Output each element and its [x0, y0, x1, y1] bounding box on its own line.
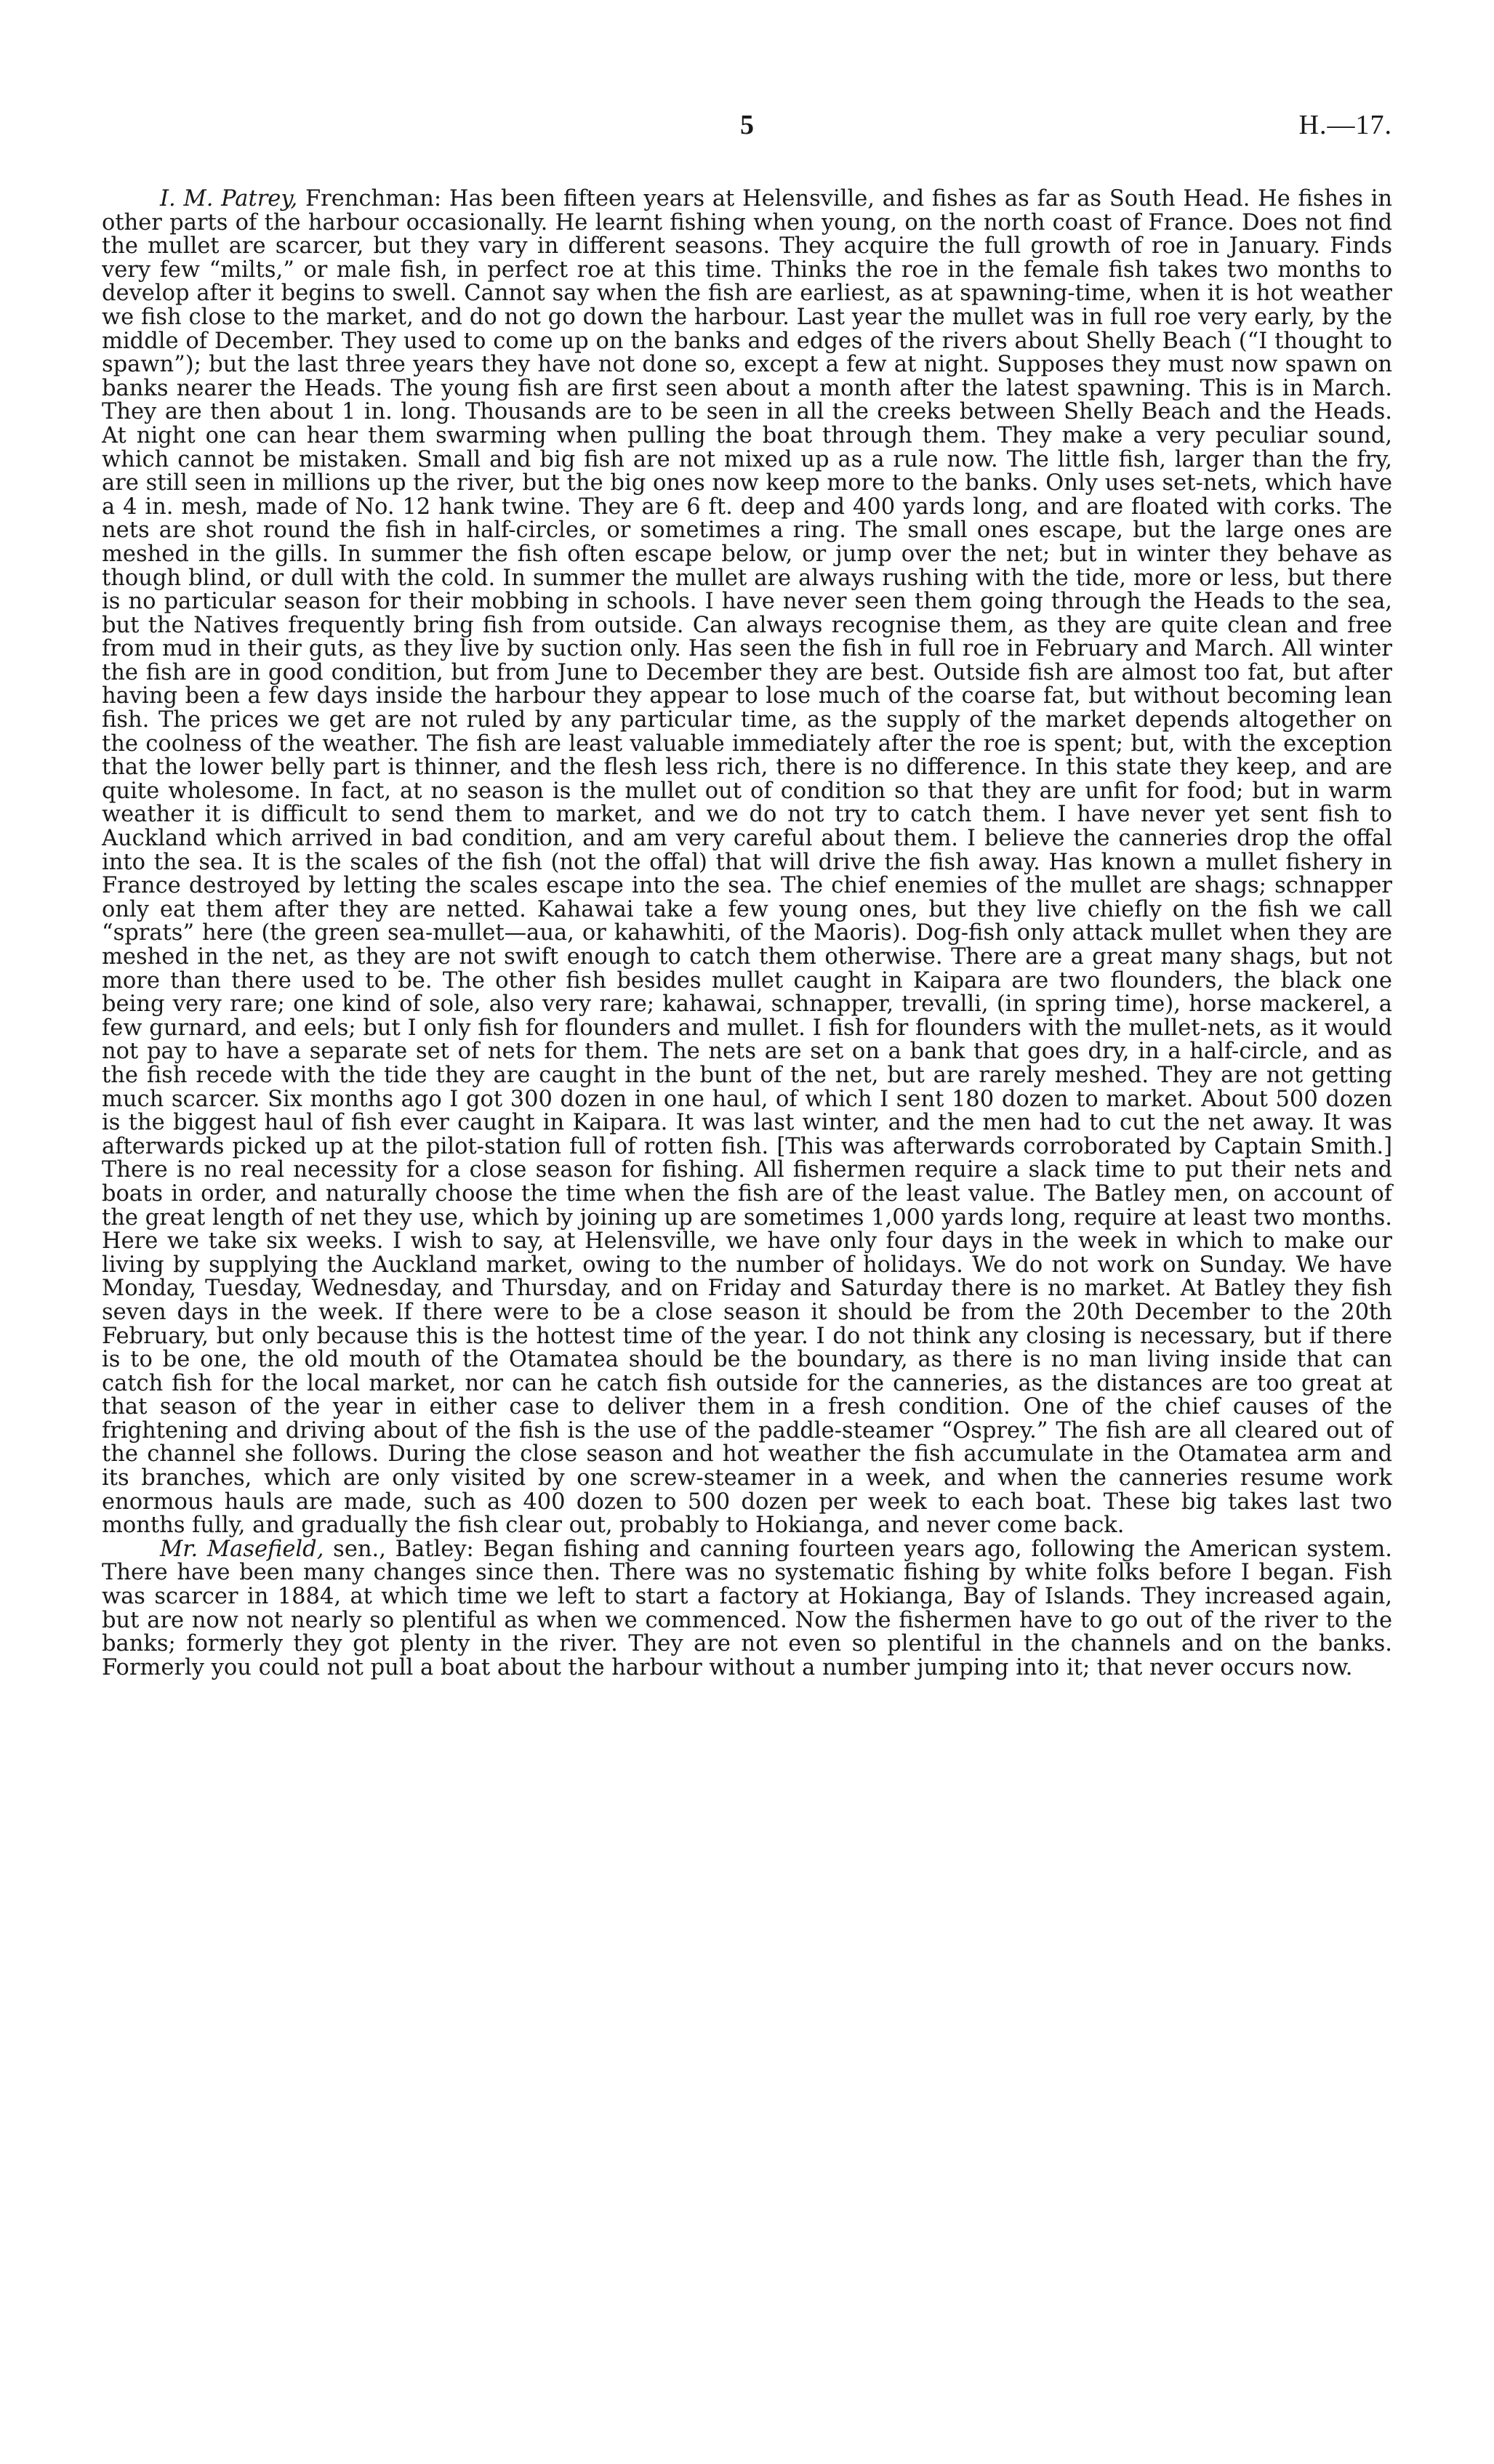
document-reference: H.—17.: [1298, 110, 1392, 140]
speaker-name: Mr. Masefield,: [160, 1536, 324, 1562]
paragraph-text: Frenchman: Has been fifteen years at Helensville, and fishes as far as South Head. He fishes in other parts of the harbour occasionally. He learnt fishing when young, on the north coast of France. Does not find the mullet are scarcer, but they vary in different seasons. They acquire the full growth of roe in January. Finds very few “milts,” or male fish, in perfect roe at this time. Thinks the roe in the female fish takes two months to develop after it begins to swell. Cannot say when the fish are earliest, as at spawning-time, when it is hot weather we fish close to the market, and do not go down the harbour. Last year the mullet was in full roe very early, by the middle of December. They used to come up on the banks and edges of the rivers about Shelly Beach (“I thought to spawn”); but the last three years they have not done so, except a few at night. Supposes they must now spawn on banks nearer the Heads. The young fish are first seen about a month after the latest spawning. This is in March. They are then about 1 in. long. Thousands are to be seen in all the creeks between Shelly Beach and the Heads. At night one can hear them swarming when pulling the boat through them. They make a very peculiar sound, which cannot be mistaken. Small and big fish are not mixed up as a rule now. The little fish, larger than the fry, are still seen in millions up the river, but the big ones now keep more to the banks. Only uses set-nets, which have a 4 in. mesh, made of No. 12 hank twine. They are 6 ft. deep and 400 yards long, and are floated with corks. The nets are shot round the fish in half-circles, or sometimes a ring. The small ones escape, but the large ones are meshed in the gills. In summer the fish often escape below, or jump over the net; but in winter they behave as though blind, or dull with the cold. In summer the mullet are always rushing with the tide, more or less, but there is no particular season for their mobbing in schools. I have never seen them going through the Heads to the sea, but the Natives frequently bring fish from outside. Can always recognise them, as they are quite clean and free from mud in their guts, as they live by suction only. Has seen the fish in full roe in February and March. All winter the fish are in good condition, but from June to December they are best. Outside fish are almost too fat, but after having been a few days inside the harbour they appear to lose much of the coarse fat, but without becoming lean fish. The prices we get are not ruled by any particular time, as the supply of the market depends altogether on the coolness of the weather. The fish are least valuable immediately after the roe is spent; but, with the exception that the lower belly part is thinner, and the flesh less rich, there is no difference. In this state they keep, and are quite wholesome. In fact, at no season is the mullet out of condition so that they are unfit for food; but in warm weather it is difficult to send them to market, and we do not try to catch them. I have never yet sent fish to Auckland which arrived in bad condition, and am very careful about them. I believe the canneries drop the offal into the sea. It is the scales of the fish (not the offal) that will drive the fish away. Has known a mullet fishery in France destroyed by letting the scales escape into the sea. The chief enemies of the mullet are shags; schnapper only eat them after they are netted. Kahawai take a few young ones, but they live chiefly on the fish we call “sprats” here (the green sea-mullet—aua, or kahawhiti, of the Maoris). Dog-fish only attack mullet when they are meshed in the net, as they are not swift enough to catch them otherwise. There are a great many shags, but not more than there used to be. The other fish besides mullet caught in Kaipara are two flounders, the black one being very rare; one kind of sole, also very rare; kahawai, schnapper, trevalli, (in spring time), horse mackerel, a few gurnard, and eels; but I only fish for flounders and mullet. I fish for flounders with the mullet-nets, as it would not pay to have a separate set of nets for them. The nets are set on a bank that goes dry, in a half-circle, and as the fish recede with the tide they are caught in the bunt of the net, but are rarely meshed. They are not getting much scarcer. Six months ago I got 300 dozen in one haul, of which I sent 180 dozen to market. About 500 dozen is the biggest haul of fish ever caught in Kaipara. It was last winter, and the men had to cut the net away. It was afterwards picked up at the pilot-station full of rotten fish. [This was afterwards corroborated by Captain Smith.] There is no real necessity for a close season for fishing. All fishermen require a slack time to put their nets and boats in order, and naturally choose the time when the fish are of the least value. The Batley men, on account of the great length of net they use, which by joining up are sometimes 1,000 yards long, require at least two months. Here we take six weeks. I wish to say, at Helensville, we have only four days in the week in which to make our living by supplying the Auckland market, owing to the number of holidays. We do not work on Sunday. We have Monday, Tuesday, Wednesday, and Thursday, and on Friday and Saturday there is no market. At Batley they fish seven days in the week. If there were to be a close season it should be from the 20th December to the 20th February, but only because this is the hottest time of the year. I do not think any closing is necessary, but if there is to be one, the old mouth of the Otamatea should be the boundary, as there is no man living inside that can catch fish for the local market, nor can he catch fish outside for the canneries, as the distances are too great at that season of the year in either case to deliver them in a fresh condition. One of the chief causes of the frightening and driving about of the fish is the use of the paddle-steamer “Osprey.” The fish are all cleared out of the channel she follows. During the close season and hot weather the fish accumulate in the Otamatea arm and its branches, which are only visited by one screw-steamer in a week, and when the canneries resume work enormous hauls are made, such as 400 dozen to 500 dozen per week to each boat. These big takes last two months fully, and gradually the fish clear out, probably to Hokianga, and never come back.: [102, 186, 1392, 1539]
document-body: [102, 188, 1392, 1680]
page-number: 5: [740, 110, 754, 140]
speaker-name: I. M. Patrey,: [160, 186, 298, 212]
page-header: [102, 109, 1392, 153]
paragraph-masefield: [102, 1538, 1392, 1680]
paragraph-text: sen., Batley: Began fishing and canning fourteen years ago, following the American system. There have been many changes since then. There was no systematic fishing by white folks before I began. Fish was scarcer in 1884, at which time we left to start a factory at Hokianga, Bay of Islands. They increased again, but are now not nearly so plentiful as when we commenced. Now the fishermen have to go out of the river to the banks; formerly they got plenty in the river. They are not even so plentiful in the channels and on the banks. Formerly you could not pull a boat about the harbour without a number jumping into it; that never occurs now.: [102, 1536, 1392, 1680]
paragraph-patrey: [102, 188, 1392, 1538]
